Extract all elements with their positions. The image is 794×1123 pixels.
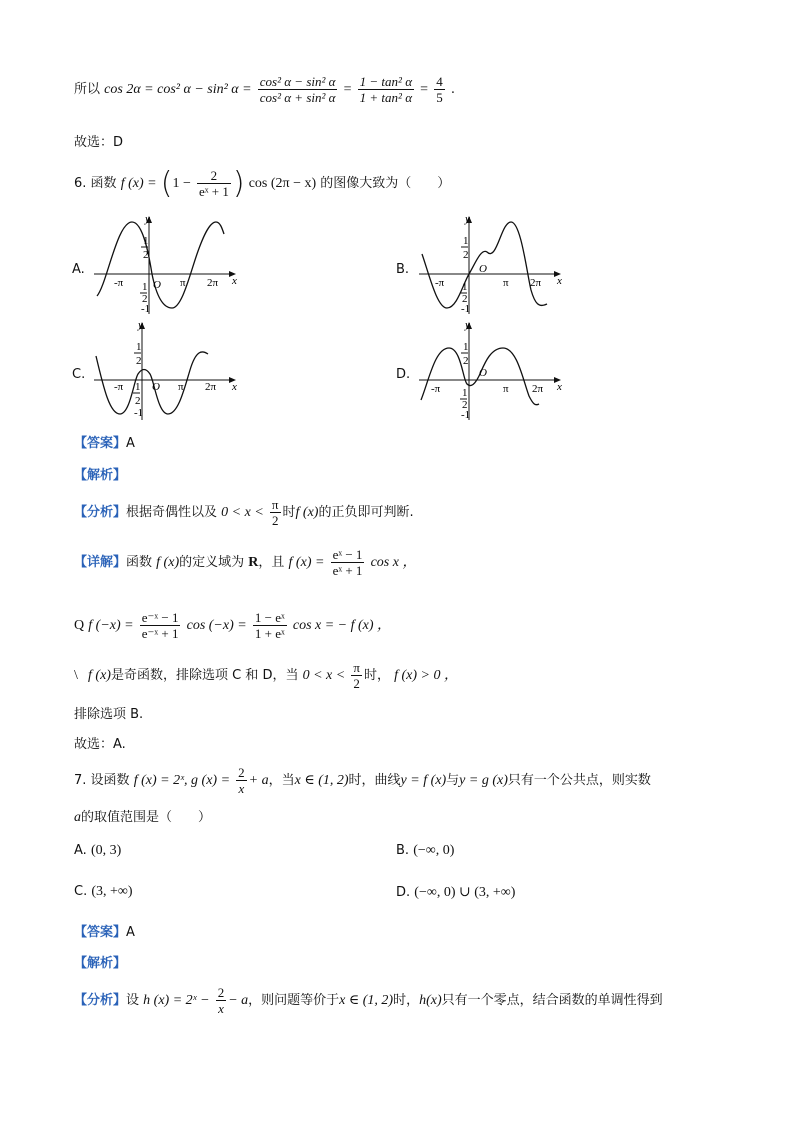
question-7: 7. 设函数 f (x) = 2ˣ, g (x) = $\frac{2}{x}$ + a，当x ∈ (1, 2)时，曲线y = f (x)与y = g (x)只有一个公共点，则实数 bbox=[74, 765, 651, 796]
svg-text:2: 2 bbox=[135, 395, 141, 407]
svg-text:-1: -1 bbox=[141, 303, 151, 315]
svg-text:1: 1 bbox=[462, 281, 468, 293]
svg-text:-π: -π bbox=[431, 383, 441, 395]
paren-left: ( bbox=[160, 166, 173, 201]
svg-text:y: y bbox=[465, 320, 470, 331]
svg-text:-1: -1 bbox=[134, 407, 144, 419]
fraction: $\frac{2}{\text{eˣ + 1}}$ bbox=[198, 168, 229, 199]
svg-text:1: 1 bbox=[463, 341, 469, 353]
svg-text:-1: -1 bbox=[461, 303, 471, 315]
svg-text:1: 1 bbox=[462, 387, 468, 399]
graph-a bbox=[92, 214, 238, 316]
graph-b bbox=[417, 214, 563, 316]
svg-text:y: y bbox=[138, 320, 143, 331]
svg-text:-π: -π bbox=[435, 277, 445, 289]
svg-text:x: x bbox=[557, 275, 562, 287]
svg-text:2: 2 bbox=[142, 293, 148, 305]
answer-choice-2: 故选：A. bbox=[74, 737, 126, 752]
svg-text:π: π bbox=[503, 277, 509, 289]
svg-text:O: O bbox=[153, 279, 161, 291]
svg-text:π: π bbox=[180, 277, 186, 289]
svg-text:π: π bbox=[503, 383, 509, 395]
svg-text:2π: 2π bbox=[532, 383, 544, 395]
option-d-label: D. bbox=[396, 367, 411, 382]
math-expr: cos (2π − x) bbox=[248, 176, 317, 191]
option-7b: B. (−∞, 0) bbox=[396, 843, 455, 858]
svg-text:2: 2 bbox=[462, 399, 468, 411]
option-b-label: B. bbox=[396, 262, 410, 277]
graph-d bbox=[417, 320, 563, 422]
option-7a: A. (0, 3) bbox=[74, 843, 122, 858]
math-expr: cos 2α = cos² α − sin² α = bbox=[104, 82, 252, 97]
detail-6: 【详解】函数 f (x)的定义域为 R，且 f (x) = $\frac{\text{eˣ − 1}}{\text{eˣ + 1}}$ cos x ， bbox=[74, 547, 417, 578]
step-odd: Q f (−x) = $\frac{\text{e⁻ˣ − 1}}{\text{e⁻ˣ + 1}}$ cos (−x) = $\frac{\text{1 − eˣ}}{\text{1 + eˣ}}$ cos x = − f (x) ， bbox=[74, 610, 392, 641]
question-6: 6. 函数 f (x) = (1 − $\frac{2}{\text{eˣ + 1}}$ ) cos (2π − x) 的图像大致为（ ） bbox=[74, 166, 451, 201]
step-exclude-b: 排除选项 B. bbox=[74, 707, 144, 722]
equals: = bbox=[420, 82, 429, 97]
svg-text:x: x bbox=[557, 381, 562, 393]
svg-text:2: 2 bbox=[462, 293, 468, 305]
svg-text:-π: -π bbox=[114, 381, 124, 393]
svg-text:1: 1 bbox=[135, 381, 141, 393]
analysis-7: 【分析】设 h (x) = 2ˣ − $\frac{2}{x}$ − a，则问题等价于x ∈ (1, 2)时，h(x)只有一个零点，结合函数的单调性得到 bbox=[74, 985, 663, 1016]
svg-text:2: 2 bbox=[143, 249, 149, 261]
svg-text:1: 1 bbox=[463, 235, 469, 247]
svg-text:-π: -π bbox=[114, 277, 124, 289]
svg-text:2: 2 bbox=[136, 355, 142, 367]
step-exclude: \ f (x)是奇函数，排除选项 C 和 D，当 0 < x < $\frac{\pi}{2}$ 时， f (x) > 0 ， bbox=[74, 660, 458, 691]
line-cos2a bbox=[74, 74, 455, 105]
option-c-label: C. bbox=[72, 367, 86, 382]
paren-right: ) bbox=[232, 166, 245, 201]
text: 函数 bbox=[90, 176, 117, 191]
answer-7: 【答案】A bbox=[74, 925, 135, 940]
svg-text:2: 2 bbox=[463, 355, 469, 367]
fraction: $\frac{4}{5}$ bbox=[436, 74, 443, 105]
graph-c bbox=[92, 320, 238, 422]
svg-text:1: 1 bbox=[143, 235, 149, 247]
fraction: $\frac{\text{1 − tan² α}}{\text{1 + tan² α}}$ bbox=[359, 74, 413, 105]
svg-text:y: y bbox=[145, 214, 150, 225]
answer-choice-1: 故选：D bbox=[74, 135, 124, 150]
answer-6: 【答案】A bbox=[74, 436, 135, 451]
question-number: 6. bbox=[74, 176, 87, 191]
svg-text:2π: 2π bbox=[530, 277, 542, 289]
svg-text:O: O bbox=[479, 367, 487, 379]
option-7d: D. (−∞, 0) ∪ (3, +∞) bbox=[396, 885, 516, 900]
svg-text:π: π bbox=[178, 381, 184, 393]
svg-text:2π: 2π bbox=[207, 277, 219, 289]
fraction: $\frac{\text{cos² α − sin² α}}{\text{cos² α + sin² α}}$ bbox=[259, 74, 336, 105]
svg-text:O: O bbox=[479, 263, 487, 275]
math-expr: f (x) = bbox=[120, 176, 157, 191]
text: 所以 bbox=[74, 82, 101, 97]
option-7c: C. (3, +∞) bbox=[74, 884, 133, 899]
svg-text:2π: 2π bbox=[205, 381, 217, 393]
question-7-cont: a的取值范围是（ ） bbox=[74, 810, 212, 825]
svg-text:-1: -1 bbox=[461, 409, 471, 421]
jiexi-7: 【解析】 bbox=[74, 956, 127, 971]
text: 的图像大致为（ ） bbox=[320, 176, 451, 191]
svg-text:x: x bbox=[232, 381, 237, 393]
svg-text:x: x bbox=[232, 275, 237, 287]
svg-text:1: 1 bbox=[142, 281, 148, 293]
jiexi-6: 【解析】 bbox=[74, 468, 127, 483]
svg-text:y: y bbox=[465, 214, 470, 225]
period: . bbox=[450, 82, 455, 97]
analysis-6: 【分析】根据奇偶性以及 0 < x < $\frac{\pi}{2}$ 时f (x)的正负即可判断. bbox=[74, 497, 414, 528]
svg-text:1: 1 bbox=[136, 341, 142, 353]
option-a-label: A. bbox=[72, 262, 85, 277]
svg-text:2: 2 bbox=[463, 249, 469, 261]
svg-text:O: O bbox=[152, 381, 160, 393]
equals: = bbox=[343, 82, 352, 97]
